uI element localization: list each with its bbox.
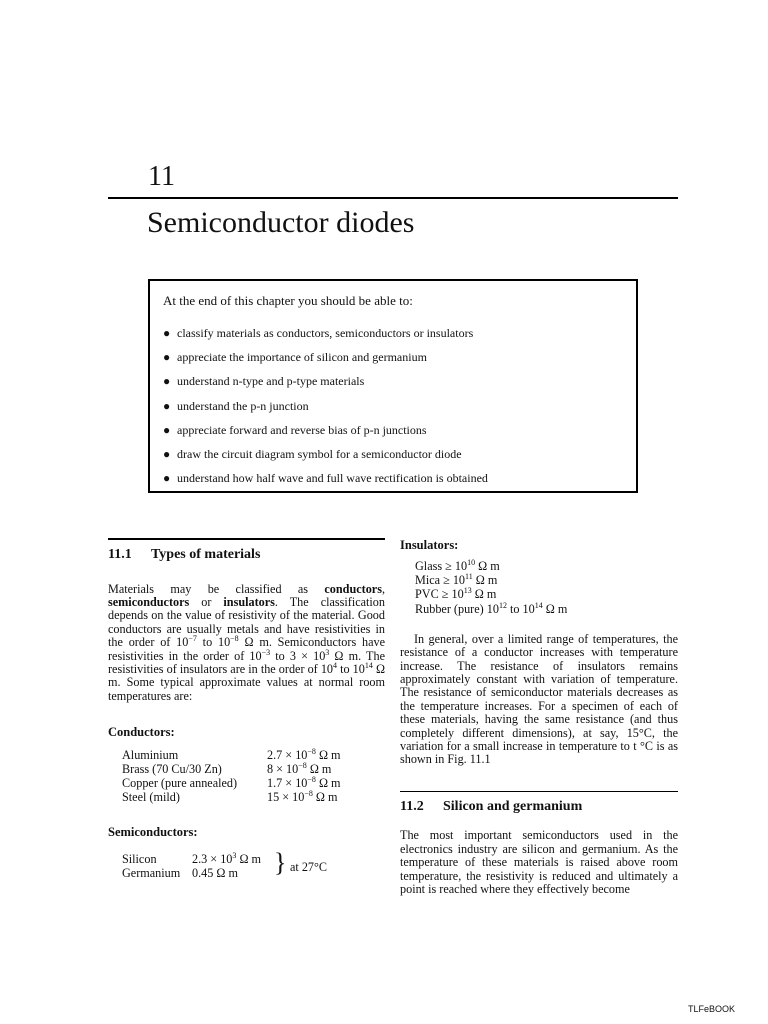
section-heading-11-1: 11.1 Types of materials xyxy=(108,546,261,562)
types-paragraph: Materials may be classified as conductors, semiconductors or insulators. The classification depends on the value of resistivity of the material. Good conductors are usually metals and have resistivities in the order of $10^{-7}$ to $10^{-8}$ Ω m. Semiconductors have resistivities in the order of $10^{-3}$ to $3 \times 10^3$ Ω m. The resistivities of insulators are in the order of $10^4$ to $10^{14}$ Ω m. Some typical approximate values at normal room temperatures are: xyxy=(108,581,386,703)
section-rule xyxy=(108,538,385,540)
objectives-intro: At the end of this chapter you should be able to: xyxy=(163,293,413,308)
temperature-paragraph: In general, over a limited range of temperatures, the resistance of a conductor increases with temperature increase. The resistance of insulators remains approximately constant with variation of temperature. The resistance of semiconductor materials decreases as the temperature increases. For a specimen of each of these materials, having the same resistance (and thus completely different dimensions), at say, 15°C, the variation for a small increase in temperature to t °C is as shown in Fig. 11.1 xyxy=(400,631,678,767)
table-row: Germanium 0.45 Ω m xyxy=(122,866,238,881)
watermark: TLFeBOOK xyxy=(688,1004,736,1014)
bullet-icon: ● xyxy=(163,471,171,486)
table-row: Steel (mild) $15 \times 10^{-8}$ Ω m xyxy=(122,789,338,805)
bullet-icon: ● xyxy=(163,422,171,437)
section-rule xyxy=(400,791,678,793)
objective-item: ● classify materials as conductors, semiconductors or insulators xyxy=(163,321,488,345)
objective-item: ● understand n-type and p-type materials xyxy=(163,369,488,393)
objective-item: ● understand how half wave and full wave rectification is obtained xyxy=(163,466,488,490)
list-item: PVC ≥ $10^{13}$ Ω m xyxy=(415,586,497,602)
bullet-icon: ● xyxy=(163,374,171,389)
bullet-icon: ● xyxy=(163,326,171,340)
list-item: Glass ≥ $10^{10}$ Ω m xyxy=(415,557,500,573)
insulators-list xyxy=(400,559,678,616)
semiconductors-table xyxy=(108,848,385,882)
objective-item: ● appreciate forward and reverse bias of p-n junctions xyxy=(163,418,488,442)
silicon-paragraph: The most important semiconductors used in the electronics industry are silicon and germanium. As the temperature of these materials is raised above room temperature, the resistivity is reduced and ultimately a point is reached where they effectively become xyxy=(400,828,678,896)
bullet-icon: ● xyxy=(163,398,171,413)
table-row: Copper (pure annealed) $1.7 \times 10^{-8}$ Ω m xyxy=(122,775,341,791)
bullet-icon: ● xyxy=(163,350,171,365)
table-row: Aluminium $2.7 \times 10^{-8}$ Ω m xyxy=(122,747,341,763)
section-heading-11-2: 11.2 Silicon and germanium xyxy=(400,799,583,815)
conductors-heading: Conductors: xyxy=(108,725,175,740)
right-column xyxy=(400,538,678,896)
objective-item: ● draw the circuit diagram symbol for a semiconductor diode xyxy=(163,442,488,466)
chapter-number: 11 xyxy=(148,161,175,192)
list-item: Rubber (pure) $10^{12}$ to $10^{14}$ Ω m xyxy=(415,600,568,616)
chapter-rule xyxy=(108,197,678,199)
objective-item: ● understand the p-n junction xyxy=(163,394,488,418)
objective-item: ● appreciate the importance of silicon and germanium xyxy=(163,345,488,369)
bullet-icon: ● xyxy=(163,446,171,461)
left-column xyxy=(108,538,385,882)
brace-icon: } xyxy=(274,848,287,878)
semiconductors-heading: Semiconductors: xyxy=(108,825,198,840)
objectives-list xyxy=(163,321,488,490)
temperature-note: at 27°C xyxy=(290,860,328,875)
list-item: Mica ≥ $10^{11}$ Ω m xyxy=(415,572,498,588)
table-row: Brass (70 Cu/30 Zn) $8 \times 10^{-8}$ Ω m xyxy=(122,761,332,777)
conductors-table xyxy=(108,748,385,804)
chapter-title: Semiconductor diodes xyxy=(147,206,415,239)
table-row: Silicon $2.3 \times 10^3$ Ω m xyxy=(122,851,262,867)
objectives-box xyxy=(148,279,638,493)
insulators-heading: Insulators: xyxy=(400,538,459,552)
